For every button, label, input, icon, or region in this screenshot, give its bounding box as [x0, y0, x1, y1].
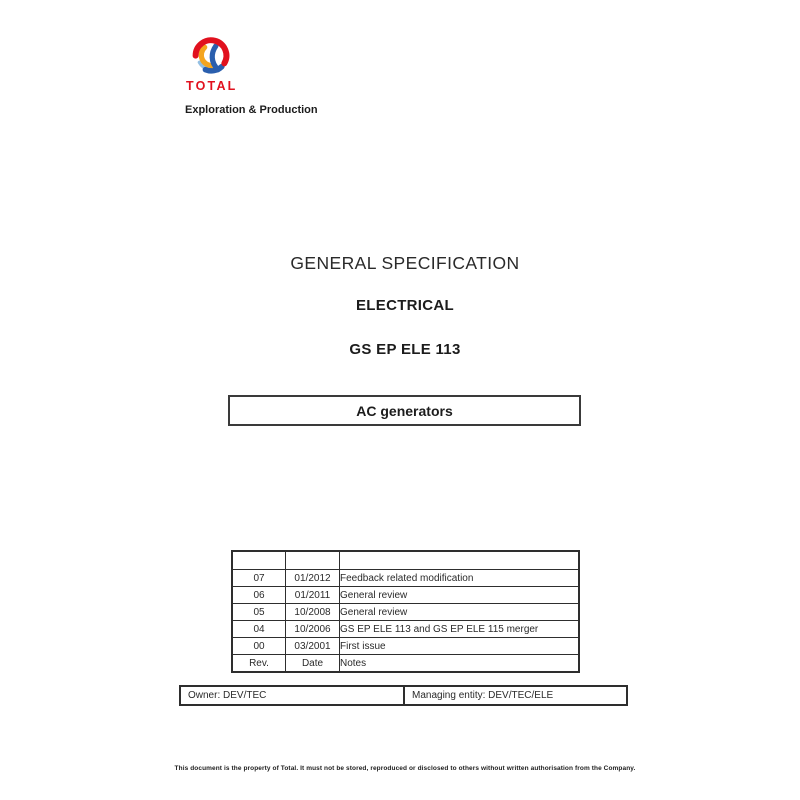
notes-cell: General review [340, 604, 580, 621]
rev-cell: 06 [232, 587, 286, 604]
ownership-bar [179, 685, 628, 706]
date-cell: 03/2001 [286, 638, 340, 655]
division-label: Exploration & Production [185, 104, 318, 116]
notes-cell [340, 551, 580, 570]
revision-row [232, 587, 579, 604]
notes-cell: Feedback related modification [340, 570, 580, 587]
date-cell: 01/2011 [286, 587, 340, 604]
revision-header-row [232, 655, 579, 673]
date-cell [286, 551, 340, 570]
managing-entity-cell: Managing entity: DEV/TEC/ELE [412, 690, 554, 701]
revision-row-empty [232, 551, 579, 570]
rev-cell: 00 [232, 638, 286, 655]
globe-blue-center-ribbon [212, 46, 218, 70]
notes-header-cell: Notes [340, 655, 580, 673]
rev-header-cell: Rev. [232, 655, 286, 673]
total-logo [186, 33, 236, 93]
date-cell: 10/2006 [286, 621, 340, 638]
rev-cell [232, 551, 286, 570]
revision-row [232, 638, 579, 655]
rev-cell: 05 [232, 604, 286, 621]
date-cell: 10/2008 [286, 604, 340, 621]
owner-cell: Owner: DEV/TEC [181, 687, 405, 704]
date-cell: 01/2012 [286, 570, 340, 587]
notes-cell: General review [340, 587, 580, 604]
notes-cell: GS EP ELE 113 and GS EP ELE 115 merger [340, 621, 580, 638]
subject-label: AC generators [356, 402, 453, 419]
rev-cell: 04 [232, 621, 286, 638]
notes-cell: First issue [340, 638, 580, 655]
total-wordmark: TOTAL [186, 79, 238, 93]
subject-box [228, 395, 581, 426]
date-header-cell: Date [286, 655, 340, 673]
revision-table [231, 550, 580, 673]
revision-row [232, 621, 579, 638]
title-document-number: GS EP ELE 113 [349, 341, 461, 358]
title-general-specification: GENERAL SPECIFICATION [290, 253, 520, 273]
revision-row [232, 604, 579, 621]
footer-notice: This document is the property of Total. It must not be stored, reproduced or disclosed to others without written authorisation from the Company. [174, 765, 636, 772]
revision-row [232, 570, 579, 587]
title-discipline: ELECTRICAL [356, 297, 454, 314]
rev-cell: 07 [232, 570, 286, 587]
total-globe-icon [190, 33, 232, 77]
